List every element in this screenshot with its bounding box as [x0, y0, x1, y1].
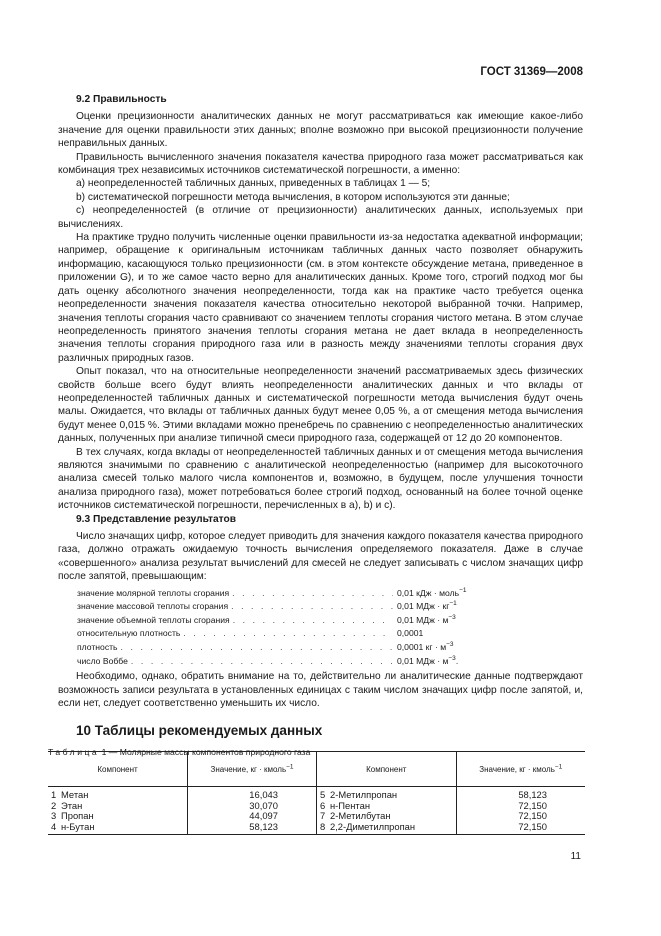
- table-row: [48, 822, 585, 835]
- value-cell: 72,150: [456, 811, 585, 822]
- column-header: Значение, кг · кмоль$^{-1}$: [188, 752, 317, 787]
- property-label: значение массовой теплоты сгорания: [77, 601, 229, 612]
- table-row: [48, 801, 585, 812]
- page-number: 11: [570, 851, 581, 862]
- component-cell: 4 н-Бутан: [48, 822, 188, 835]
- table-header-row: [48, 752, 585, 787]
- property-label: число Воббе: [77, 655, 128, 666]
- section-9-2-title: 9.2 Правильность: [76, 94, 167, 105]
- property-value: 0,01 МДж · $кг^{-1}$: [397, 600, 457, 612]
- value-cell: 30,070: [188, 801, 317, 812]
- column-header: Компонент: [48, 752, 188, 787]
- molar-mass-table: [48, 751, 585, 835]
- property-label: значение молярной теплоты сгорания: [77, 587, 230, 598]
- paragraph: Правильность вычисленного значения показателя качества природного газа может рассматриваться как комбинация трех независимых источников систематической погрешности, а именно:: [58, 151, 583, 177]
- document-id-header: ГОСТ 31369—2008: [480, 66, 583, 78]
- paragraph: Число значащих цифр, которое следует приводить для значения каждого показателя качества природного газа, должно отражать ожидаемую точность вычисления определяемого показателя. Даже в случае «совершенного» анализа результат вычислений для смесей не следует записывать с числом значащих цифр после запятой, превышающим:: [58, 531, 583, 583]
- value-cell: 58,123: [456, 787, 585, 801]
- paragraph: Опыт показал, что на относительные неопределенности значений рассматриваемых здесь физических свойств больше всего будут влиять неопределенности аналитических данных и что вклады от неопределенностей табличных данных и систематической погрешности метода вычисления будут очень малы. Ожидается, что вклады от табличных данных будут менее 0,05 %, а от смещения метода вычисления будут менее 0,015 %. Этими вкладами можно пренебречь по сравнению с неопределенностью аналитических данных, полученных при анализе типичной смеси природного газа, содержащей от 12 до 20 компонентов.: [58, 366, 583, 445]
- component-cell: 1 Метан: [51, 789, 89, 800]
- leader-dots: [121, 641, 393, 655]
- significant-digits-row: [77, 614, 517, 628]
- paragraph: На практике трудно получить численные оценки правильности из-за недостатка адекватной информации; например, обращение к оригинальным источникам табличных данных часто позволяет обнаружить информацию, касающуюся только прецизионности (см. в этом контексте обсуждение метана, приведенное в приложении G), и то же самое часто верно для аналитических данных. Кроме того, строгий подход мог бы дать оценку абсолютного значения неопределенности, тогда как на практике часто требуется оценка неопределенности значения показателя качества относительно некоторой выбранной точки. Например, значения теплоты сгорания часто сравнивают со значением теплоты сгорания чистого метана. В этом случае неопределенность принятого значения теплоты сгорания метана не дает вклада в неопределенность значения теплоты сгорания природного газа или в разность между значениями теплоты сгорания двух различных природных газов.: [58, 232, 583, 364]
- table-caption-label: Таблица: [48, 746, 100, 757]
- component-cell: 2 Этан: [51, 799, 83, 811]
- significant-digits-row: [77, 655, 517, 669]
- paragraph: Оценки прецизионности аналитических данных не могут рассматриваться как имеющие какое-либо значение для оценки правильности этих данных; вполне возможно при высокой прецизионности получение неправильных данных.: [58, 111, 583, 150]
- component-cell: 6 н-Пентан: [316, 801, 456, 812]
- table-row: [48, 811, 585, 822]
- property-value: 0,01 кДж · моль$^{-1}$: [397, 586, 467, 598]
- component-cell: 5 2-Метилпропан: [316, 787, 456, 801]
- property-value: 0,01 МДж · $м^{-3}$.: [397, 654, 459, 666]
- list-item: c) неопределенностей (в отличие от прецизионности) аналитических данных, используемых при вычислениях.: [58, 205, 583, 230]
- significant-digits-list: [77, 587, 517, 669]
- value-cell: 72,150: [456, 801, 585, 812]
- significant-digits-row: [77, 641, 517, 655]
- property-value: 0,0001 кг · $м^{-3}$: [397, 641, 454, 652]
- significant-digits-row: [77, 587, 517, 601]
- significant-digits-row: [77, 627, 517, 641]
- value-cell: 72,150: [456, 822, 585, 835]
- property-value: 0,0001: [397, 628, 424, 639]
- component-cell: 7 2-Метилбутан: [316, 811, 456, 822]
- value-cell: 58,123: [188, 822, 317, 835]
- section-10-title: 10 Таблицы рекомендуемых данных: [76, 723, 323, 739]
- list-item: b) систематической погрешности метода вычисления, в котором используются эти данные;: [76, 191, 510, 203]
- table-caption-text: 1 — Молярные массы компонентов природного газа: [101, 746, 311, 757]
- leader-dots: [233, 614, 393, 628]
- column-header: Компонент: [316, 752, 456, 787]
- table-row: [48, 787, 585, 801]
- property-label: относительную плотность: [77, 628, 181, 639]
- component-cell: 8 2,2-Диметилпропан: [316, 822, 456, 835]
- leader-dots: [232, 587, 393, 601]
- property-label: значение объемной теплоты сгорания: [77, 614, 230, 625]
- leader-dots: [231, 600, 393, 614]
- column-header: Значение, кг · кмоль$^{-1}$: [456, 752, 585, 787]
- property-value: 0,01 МДж · $м^{-3}$: [397, 613, 456, 625]
- value-cell: 16,043: [188, 787, 317, 801]
- leader-dots: [183, 627, 393, 641]
- property-label: плотность: [77, 642, 118, 652]
- component-cell: 3 Пропан: [51, 810, 94, 821]
- paragraph: Необходимо, однако, обратить внимание на то, действительно ли аналитические данные подтверждают возможность записи результата в установленных единицах с таким числом значащих цифр после запятой, и, если нет, следует соответственно уменьшить их число.: [58, 671, 583, 709]
- section-9-3-title: 9.3 Представление результатов: [76, 513, 236, 525]
- leader-dots: [131, 655, 393, 669]
- significant-digits-row: [77, 600, 517, 614]
- paragraph: В тех случаях, когда вклады от неопределенностей табличных данных и от смещения метода вычисления являются значимыми по сравнению с аналитической неопределенностью (например для высокоточного анализа смесей только малого числа компонентов и, возможно, в будущем, после улучшения точности анализа природного газа), может потребоваться более строгий подход, основанный на более точной оценке источников систематической погрешности, перечисленных в а), b) и c).: [58, 446, 583, 512]
- list-item: a) неопределенностей табличных данных, приведенных в таблицах 1 — 5;: [76, 178, 431, 190]
- main-content: [48, 93, 583, 759]
- value-cell: 44,097: [188, 811, 317, 822]
